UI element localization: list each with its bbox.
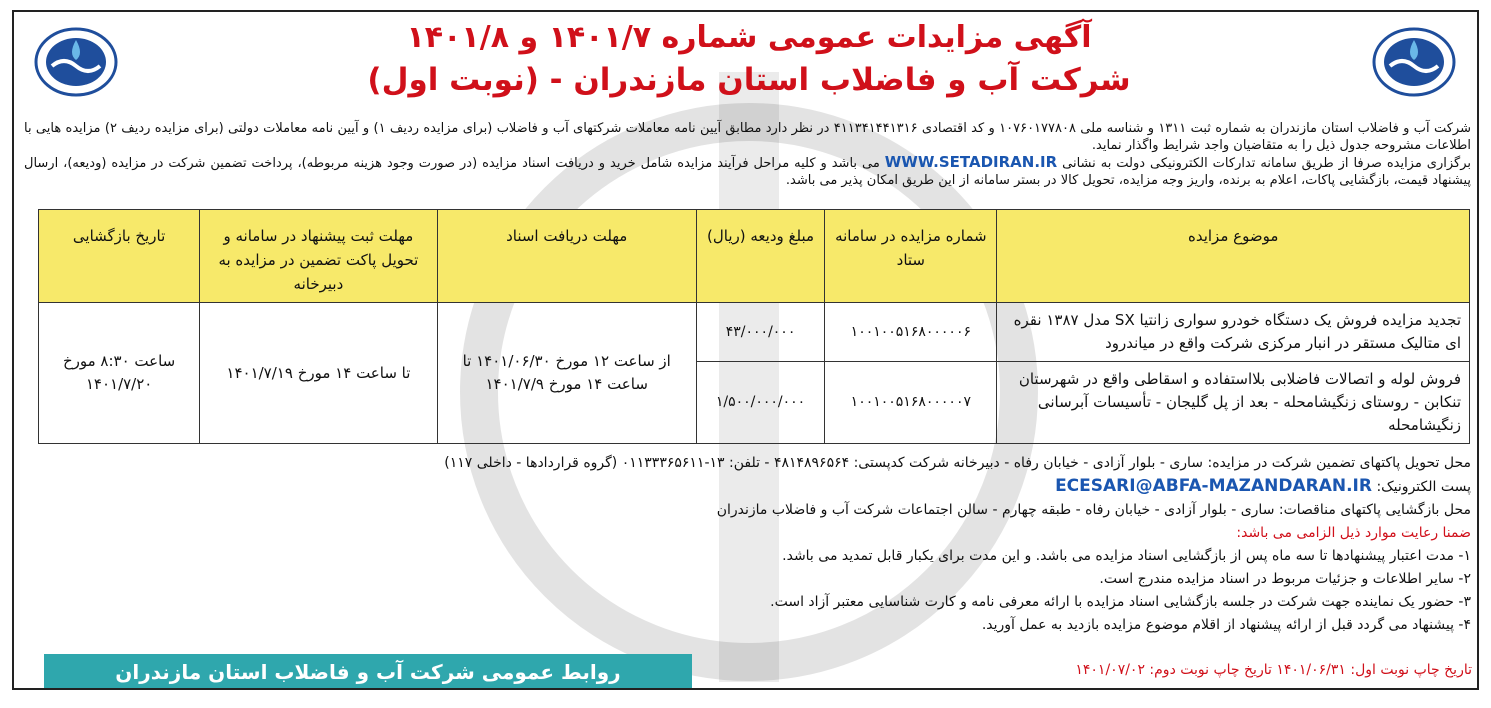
row-subject: فروش لوله و اتصالات فاضلابی بلااستفاده و اسقاطی واقع در شهرستان تنکابن - روستای زنگیشامحله - بعد از پل گلیجان - تأسیسات آبرسانی زنگیشامحله — [997, 362, 1470, 444]
public-relations-banner: روابط عمومی شرکت آب و فاضلاب استان مازندران — [44, 654, 692, 690]
intro-paragraph-1: شرکت آب و فاضلاب استان مازندران به شماره ثبت ۱۳۱۱ و شناسه ملی ۱۰۷۶۰۱۷۷۸۰۸ و کد اقتصادی ۴۱۱۳۴۱۴۴۱۳۱۶ در نظر دارد مطابق آیین نامه معاملات شرکتهای آب و فاضلاب (برای مزایده ردیف ۱) و آیین نامه معاملات دولتی (برای مزایده ردیف ۲) مزایده هایی با اطلاعات مشروحه جدول ذیل را به متقاضیان واجد شرایط واگذار نماید. — [24, 121, 1471, 153]
advertisement-frame — [12, 10, 1479, 690]
bid-deadline-cell: تا ساعت ۱۴ مورخ ۱۴۰۱/۷/۱۹ — [200, 303, 437, 444]
email-link[interactable]: ECESARI@ABFA-MAZANDARAN.IR — [1055, 476, 1372, 496]
row-subject: تجدید مزایده فروش یک دستگاه خودرو سواری زانتیا SX مدل ۱۳۸۷ نقره ای متالیک مستقر در انبار مرکزی شرکت واقع در میاندرود — [997, 303, 1470, 362]
intro-paragraph-2 — [24, 154, 1471, 189]
print-dates: تاریخ چاپ نوبت اول: ۱۴۰۱/۰۶/۳۱ تاریخ چاپ نوبت دوم: ۱۴۰۱/۰۷/۰۲ — [1075, 662, 1472, 678]
intro-p2-before: برگزاری مزایده صرفا از طریق سامانه تدارکات الکترونیکی دولت به نشانی — [1062, 156, 1471, 171]
notes-heading: ضمنا رعایت موارد ذیل الزامی می باشد: — [1236, 525, 1471, 541]
note-item: ۲- سایر اطلاعات و جزئیات مربوط در اسناد مزایده مندرج است. — [1099, 571, 1471, 587]
row-number: ۱۰۰۱۰۰۵۱۶۸۰۰۰۰۰۶ — [825, 303, 997, 362]
table-header-row — [39, 210, 1470, 303]
intro-p2-after: می باشد و کلیه مراحل فرآیند مزایده شامل خرید و دریافت اسناد مزایده (در صورت وجود هزینه مربوطه)، پرداخت تضمین شرکت در مزایده (ودیعه)، ارسال پیشنهاد قیمت، بازگشایی پاکات، اعلام به برنده، واریز وجه مزایده، تحویل کالا در بستر سامانه از این طریق امکان پذیر می باشد. — [24, 156, 1471, 188]
table-row — [39, 303, 1470, 362]
email-line — [24, 475, 1471, 499]
header-number: شماره مزایده در سامانه ستاد — [825, 210, 997, 303]
opening-date-cell: ساعت ۸:۳۰ مورخ ۱۴۰۱/۷/۲۰ — [39, 303, 200, 444]
intro-text — [24, 120, 1471, 189]
header-subject: موضوع مزایده — [997, 210, 1470, 303]
company-logo-left — [30, 26, 122, 98]
setadiran-link[interactable]: WWW.SETADIRAN.IR — [884, 153, 1058, 171]
header-doc-deadline: مهلت دریافت اسناد — [437, 210, 696, 303]
row-number: ۱۰۰۱۰۰۵۱۶۸۰۰۰۰۰۷ — [825, 362, 997, 444]
row-deposit: ۱/۵۰۰/۰۰۰/۰۰۰ — [696, 362, 825, 444]
ad-title: آگهی مزایدات عمومی شماره ۱۴۰۱/۷ و ۱۴۰۱/۸ — [406, 20, 1092, 55]
email-label: پست الکترونیک: — [1376, 479, 1471, 495]
auction-table — [38, 209, 1470, 444]
opening-place: محل بازگشایی پاکتهای مناقصات: ساری - بلوار آزادی - خیابان رفاه - طبقه چهارم - سالن اجتماعات شرکت آب و فاضلاب مازندران — [716, 502, 1471, 518]
doc-deadline-cell: از ساعت ۱۲ مورخ ۱۴۰۱/۰۶/۳۰ تا ساعت ۱۴ مورخ ۱۴۰۱/۷/۹ — [437, 303, 696, 444]
header-bid-deadline: مهلت ثبت پیشنهاد در سامانه و تحویل پاکت تضمین در مزایده به دبیرخانه — [200, 210, 437, 303]
note-item: ۱- مدت اعتبار پیشنهادها تا سه ماه پس از بازگشایی اسناد مزایده می باشد. و این مدت برای یکبار قابل تمدید می باشد. — [782, 548, 1471, 564]
ad-subtitle: شرکت آب و فاضلاب استان مازندران - (نوبت اول) — [367, 62, 1131, 98]
note-item: ۴- پیشنهاد می گردد قبل از ارائه پیشنهاد از اقلام موضوع مزایده بازدید به عمل آورید. — [981, 617, 1471, 633]
header-deposit: مبلغ ودیعه (ریال) — [696, 210, 825, 303]
company-logo-right — [1368, 26, 1460, 98]
row-deposit: ۴۳/۰۰۰/۰۰۰ — [696, 303, 825, 362]
header-opening-date: تاریخ بازگشایی — [39, 210, 200, 303]
footer-info — [24, 452, 1471, 637]
delivery-address: محل تحویل پاکتهای تضمین شرکت در مزایده: ساری - بلوار آزادی - خیابان رفاه - دبیرخانه شرکت کدپستی: ۴۸۱۴۸۹۶۵۶۴ - تلفن: ۱۳-۰۱۱۳۳۳۶۵۶۱۱ (گروه قراردادها - داخلی ۱۱۷) — [444, 455, 1471, 471]
note-item: ۳- حضور یک نماینده جهت شرکت در جلسه بازگشایی اسناد مزایده با ارائه معرفی نامه و کارت شناسایی معتبر آزاد است. — [770, 594, 1471, 610]
